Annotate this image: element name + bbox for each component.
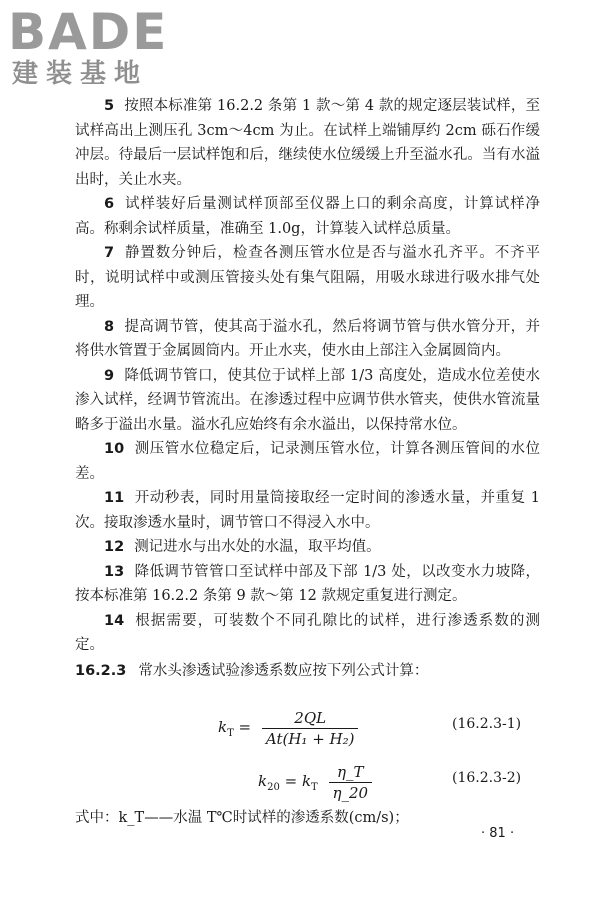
logo-brand xyxy=(8,3,169,61)
paragraph-9: 9 降低调节管口，使其位于试样上部 1/3 高度处，造成水位差使水渗入试样，经调节管流出。在渗透过程中应调节供水管夹，使供水管流量略多于溢出水量。溢水孔应始终有余水溢出，以保持常水位。 xyxy=(75,367,540,433)
formula-16-2-3-2 xyxy=(258,762,372,803)
paragraph-11: 11 开动秒表，同时用量筒接取经一定时间的渗透水量，并重复 1 次。接取渗透水量时，调节管口不得浸入水中。 xyxy=(75,490,540,531)
formula-2-fraction xyxy=(329,762,373,803)
formula-1-fraction xyxy=(262,708,359,749)
bade-logo xyxy=(8,3,188,90)
paragraph-8: 8 提高调节管，使其高于溢水孔，然后将调节管与供水管分开，并将供水管置于金属圆筒内。开止水夹，使水由上部注入金属圆筒内。 xyxy=(75,318,540,359)
formula-1-denominator: At(H₁ + H₂) xyxy=(265,730,355,748)
paragraph-14: 14 根据需要，可装数个不同孔隙比的试样，进行渗透系数的测定。 xyxy=(75,612,540,653)
paragraph-13: 13 降低调节管管口至试样中部及下部 1/3 处，以改变水力坡降，按本标准第 16.2.2 条第 9 款～第 12 款规定重复进行测定。 xyxy=(75,563,540,604)
formula-1-label: (16.2.3-1) xyxy=(452,716,522,732)
formula-2-lhs: $k_{20} = k_T$ xyxy=(258,772,318,793)
formula-2-numerator: η_T xyxy=(329,762,373,783)
document-body xyxy=(75,94,540,684)
page-number: · 81 · xyxy=(481,826,515,841)
paragraph-10: 10 测压管水位稳定后，记录测压管水位，计算各测压管间的水位差。 xyxy=(75,441,540,482)
formula-2-denominator: η_20 xyxy=(332,784,369,802)
paragraph-6: 6 试样装好后量测试样顶部至仪器上口的剩余高度，计算试样净高。称剩余试样质量，准确至 1.0g，计算装入试样总质量。 xyxy=(75,196,540,237)
logo-brand-text: BADE xyxy=(8,3,169,61)
formula-1-lhs: $k_T$ = xyxy=(218,718,252,739)
logo-subtitle: 建装基地 xyxy=(12,59,149,89)
paragraph-12: 12 测记进水与出水处的水温，取平均值。 xyxy=(104,539,381,555)
formula-where-clause: 式中：k_T——水温 T℃时试样的渗透系数(cm/s)； xyxy=(75,810,409,826)
formula-1-numerator: 2QL xyxy=(262,708,359,729)
paragraph-7: 7 静置数分钟后，检查各测压管水位是否与溢水孔齐平。不齐平时，说明试样中或测压管接头处有集气阻隔，用吸水球进行吸水排气处理。 xyxy=(75,245,540,310)
formula-2-label: (16.2.3-2) xyxy=(452,770,522,786)
formula-16-2-3-1 xyxy=(218,708,358,749)
clause-16-2-3: 16.2.3 常水头渗透试验渗透系数应按下列公式计算： xyxy=(75,662,429,679)
paragraph-5: 5 按照本标准第 16.2.2 条第 1 款～第 4 款的规定逐层装试样，至试样高出上测压孔 3cm～4cm 为止。在试样上端铺厚约 2cm 砾石作缓冲层。待最后一层试样饱和后，继续使水位缓缓上升至溢水孔。当有水溢出时，关止水夹。 xyxy=(75,98,540,188)
